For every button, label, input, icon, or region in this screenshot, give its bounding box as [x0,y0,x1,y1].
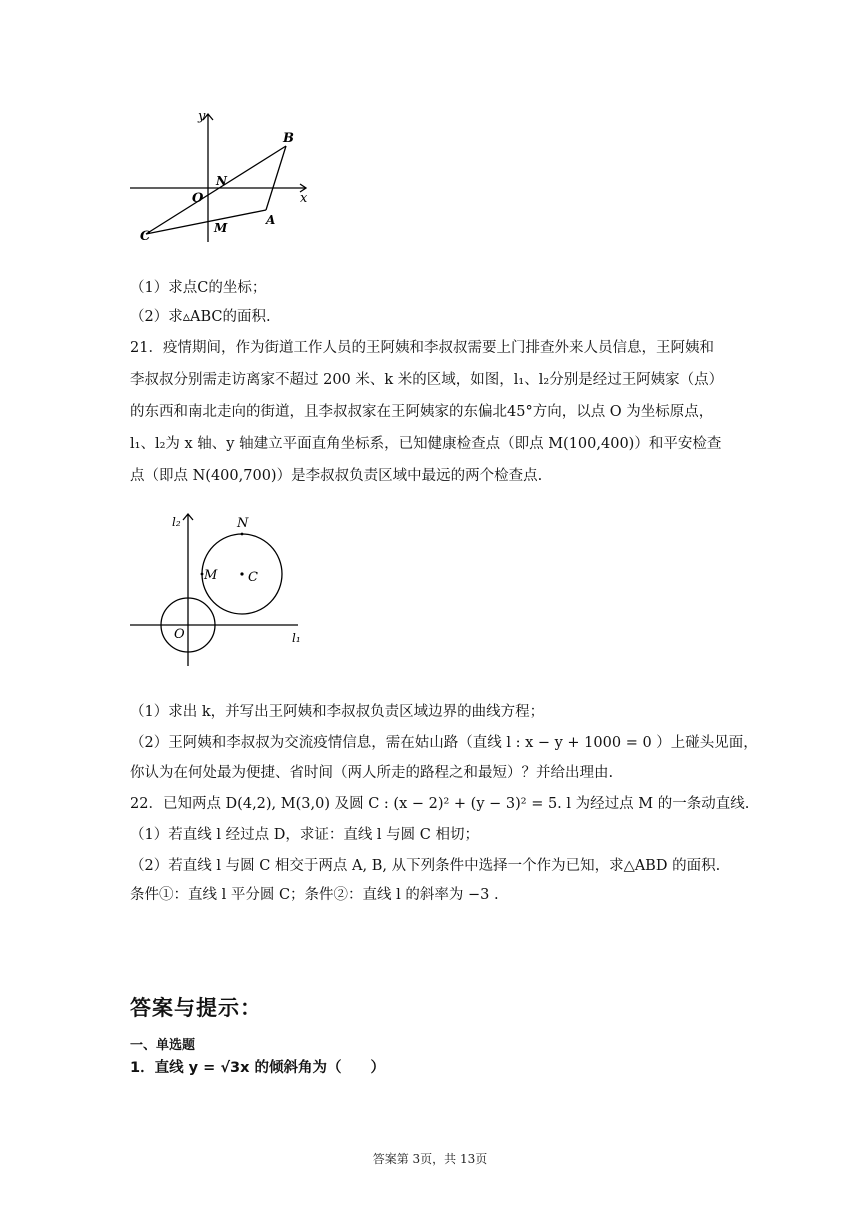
q20-part1: （1）求点C的坐标； [130,280,267,296]
q21-line1: 21．疫情期间，作为街道工作人员的王阿姨和李叔叔需要上门排查外来人员信息，王阿姨和 [130,340,714,356]
fig2-label-o: O [174,627,185,642]
q21-part2b: 你认为在何处最为便捷、省时间（两人所走的路程之和最短）？并给出理由. [130,765,614,781]
section-title: 一、单选题 [130,1038,196,1053]
fig2-label-c: C [248,570,258,585]
fig2-label-l1: l₁ [292,631,301,645]
q21-line5: 点（即点 N(400,700)）是李叔叔负责区域中最远的两个检查点. [130,468,543,484]
fig2-label-l2: l₂ [172,515,181,529]
fig1-label-x: x [300,191,308,206]
fig1-label-y: y [198,109,206,124]
triangle-figure [126,106,326,246]
q22-line1: 22．已知两点 D(4,2), M(3,0) 及圆 C : (x − 2)² + (y − 3)² = 5. l 为经过点 M 的一条动直线. [130,796,750,812]
fig2-label-m: M [204,568,218,583]
circles-figure [126,508,316,668]
q22-part1: （1）若直线 l 经过点 D，求证：直线 l 与圆 C 相切； [130,827,479,843]
fig1-label-b: B [283,131,294,146]
q20-part2: （2）求▵ABC的面积. [130,309,271,325]
page-footer: 答案第 3页，共 13页 [372,1152,488,1166]
fig1-label-o: O [192,191,204,206]
fig1-label-m: M [214,221,228,235]
q21-line2: 李叔叔分别需走访离家不超过 200 米、k 米的区域，如图，l₁、l₂分别是经过王阿姨家（点） [130,372,724,388]
fig2-label-n: N [237,516,249,531]
answers-heading: 答案与提示： [130,996,262,1020]
q21-part1: （1）求出 k，并写出王阿姨和李叔叔负责区域边界的曲线方程； [130,704,545,720]
q21-part2a: （2）王阿姨和李叔叔为交流疫情信息，需在姑山路（直线 l : x − y + 1000 = 0 ）上碰头见面， [130,735,758,751]
fig1-label-n: N [216,174,227,188]
q21-line3: 的东西和南北走向的街道，且李叔叔家在王阿姨家的东偏北45°方向，以点 O 为坐标原点， [130,404,714,420]
answer-q1: 1．直线 y = √3x 的倾斜角为（ ） [130,1060,385,1076]
q22-part2: （2）若直线 l 与圆 C 相交于两点 A, B, 从下列条件中选择一个作为已知，求△ABD 的面积. [130,858,721,874]
fig1-label-c: C [140,229,151,244]
q21-line4: l₁、l₂为 x 轴、y 轴建立平面直角坐标系，已知健康检查点（即点 M(100,400)）和平安检查 [130,436,722,452]
q22-conditions: 条件①：直线 l 平分圆 C；条件②：直线 l 的斜率为 −3 . [130,887,499,903]
fig1-label-a: A [266,213,276,227]
